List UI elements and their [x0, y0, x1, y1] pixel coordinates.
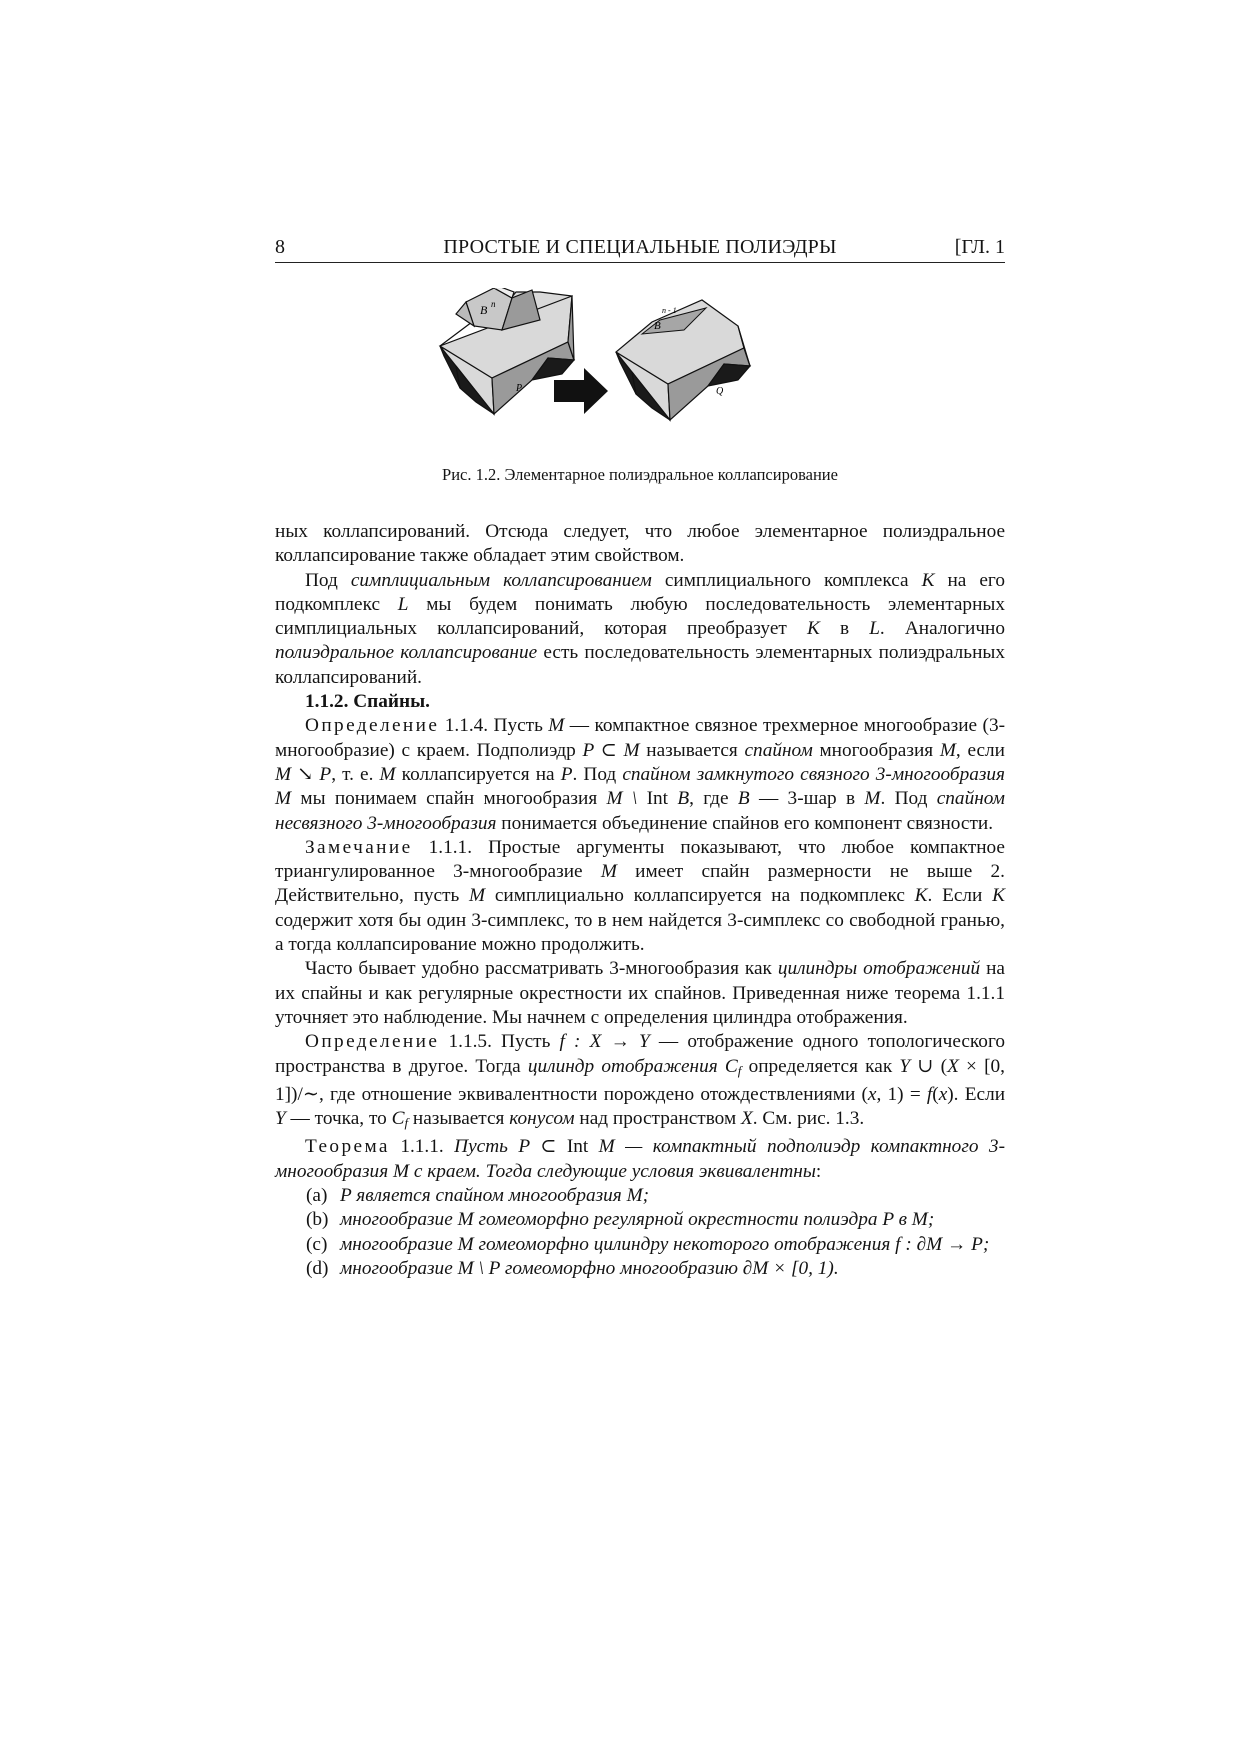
theorem-conditions-list [275, 1184, 1005, 1281]
paragraph-simplicial-collapse: Под симплициальным коллапсированием симплициального комплекса K на его подкомплекс L мы будем понимать любую последовательность элементарных симплициальных коллапсирований, которая преобразует K в L. Аналогично полиэдральное коллапсирование есть последовательность элементарных полиэдральных коллапсирований. [275, 569, 1006, 688]
collapse-arrow [554, 368, 608, 414]
page-number: 8 [275, 236, 285, 258]
paragraph-continuation: ных коллапсирований. Отсюда следует, что любое элементарное полиэдральное коллапсирование также обладает этим свойством. [275, 521, 1005, 567]
list-item: (d) многообразие M \ P гомеоморфно многообразию ∂M × [0, 1). [306, 1257, 839, 1279]
label-p: P [516, 383, 523, 394]
label-right-ball: B [654, 320, 661, 332]
polyhedron-q [616, 300, 750, 420]
theorem-1-1-1: Теорема 1.1.1. Пусть P ⊂ Int M — компактный подполиэдр компактного 3-многообразия M с краем. Тогда следующие условия эквивалентны: [275, 1136, 1005, 1182]
label-q: Q [716, 386, 724, 397]
section-heading: 1.1.2. Спайны. [305, 691, 430, 713]
figure-polyhedral-collapse [436, 288, 856, 440]
label-right-ball-exp: n - 1 [662, 306, 677, 315]
label-left-ball-exp: n [491, 299, 496, 309]
remark-1-1-1: Замечание 1.1.1. Простые аргументы показывают, что любое компактное триангулированное 3-многообразие M имеет спайн размерности не выше 2. Действительно, пусть M симплициально коллапсируется на подкомплекс K. Если K содержит хотя бы один 3-симплекс, то в нем найдется 3-симплекс со свободной гранью, а тогда коллапсирование можно продолжить. [275, 836, 1005, 956]
paragraph-mapping-cylinders: Часто бывает удобно рассматривать 3-многообразия как цилиндры отображений на их спайны и как регулярные окрестности их спайнов. Приведенная ниже теорема 1.1.1 уточняет это наблюдение. Мы начнем с определения цилиндра отображения. [275, 958, 1005, 1028]
chapter-mark: [ГЛ. 1 [954, 236, 1005, 258]
body-text [275, 520, 1005, 1281]
running-title: ПРОСТЫЕ И СПЕЦИАЛЬНЫЕ ПОЛИЭДРЫ [443, 236, 837, 258]
polyhedron-p [440, 288, 574, 414]
running-header [275, 232, 1005, 263]
list-item: (a) P является спайном многообразия M; [306, 1185, 650, 1207]
list-item: (c) многообразие M гомеоморфно цилиндру некоторого отображения f : ∂M → P; [306, 1233, 990, 1255]
definition-1-1-4: Определение 1.1.4. Пусть M — компактное связное трехмерное многообразие (3-многообразие) с краем. Подполиэдр P ⊂ M называется спайном многообразия M, если M ↘ P, т. е. M коллапсируется на P. Под спайном замкнутого связного 3-многообразия M мы понимаем спайн многообразия M \ Int B, где B — 3-шар в M. Под спайном несвязного 3-многообразия понимается объединение спайнов его компонент связности. [275, 715, 1006, 834]
list-item: (b) многообразие M гомеоморфно регулярной окрестности полиэдра P в M; [306, 1209, 935, 1231]
definition-1-1-5: Определение 1.1.5. Пусть f : X → Y — отображение одного топологического пространства в другое. Тогда цилиндр отображения $C_f$ определяется как Y ∪ (X × [0, 1])/∼, где отношение эквивалентности порождено отождествлениями (x, 1) = f(x). Если Y — точка, то $C_f$ называется конусом над пространством X. См. рис. 1.3. [275, 1031, 1006, 1131]
figure-caption: Рис. 1.2. Элементарное полиэдральное коллапсирование [442, 465, 838, 484]
label-left-ball: B [480, 303, 488, 317]
